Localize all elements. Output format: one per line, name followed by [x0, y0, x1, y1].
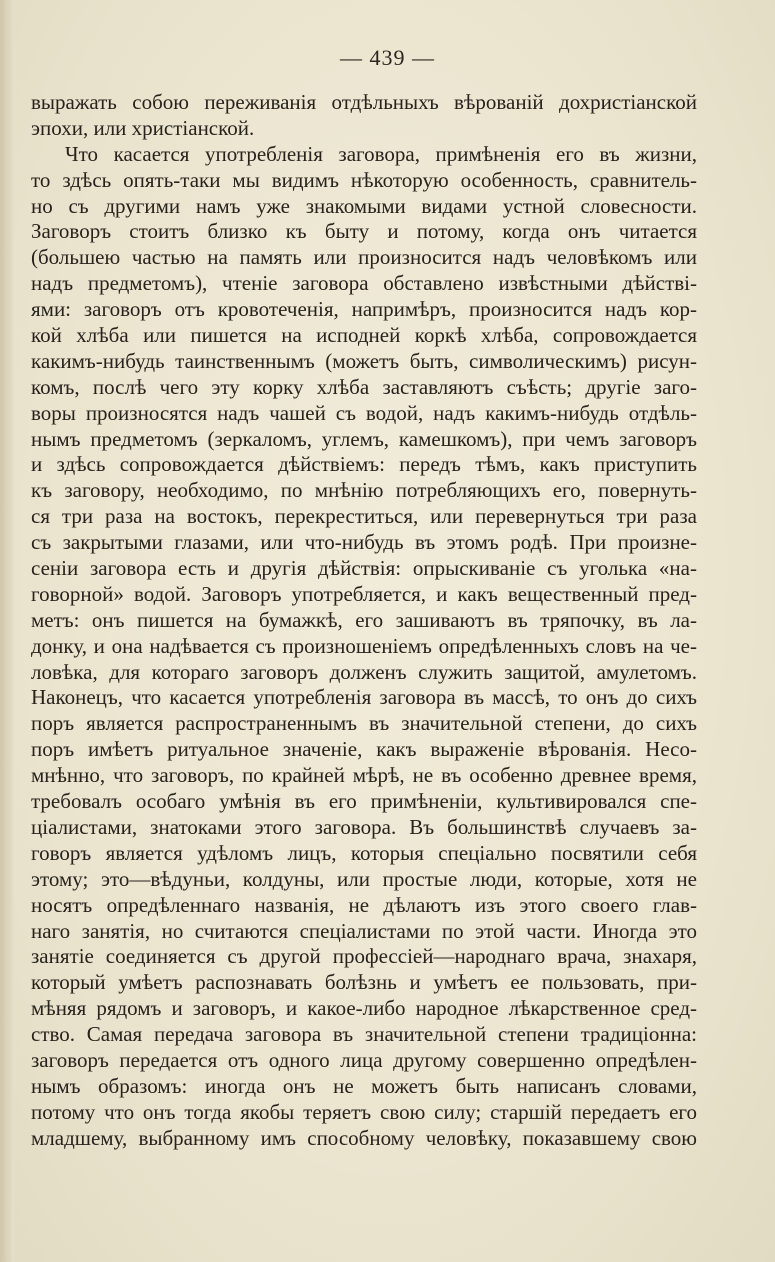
text-line: младшему, выбранному имъ способному человѣку, показавшему свою — [31, 1125, 697, 1150]
page-gutter-shadow — [0, 0, 14, 1262]
text-line: этому; это—вѣдуньи, колдуны, или простые люди, которые, хотя не — [31, 866, 697, 891]
text-line: требовалъ особаго умѣнія въ его примѣненіи, культивировался спе- — [31, 789, 697, 814]
text-line: но съ другими намъ уже знакомыми видами устной словесности. — [31, 193, 697, 218]
text-line: то здѣсь опять-таки мы видимъ нѣкоторую особенность, сравнитель- — [31, 167, 697, 192]
text-line: кой хлѣба или пишется на исподней коркѣ хлѣба, сопровождается — [31, 323, 697, 348]
text-line: Что касается употребленія заговора, примѣненія его въ жизни, — [65, 141, 697, 166]
text-line: ство. Самая передача заговора въ значительной степени традиціонна: — [31, 1022, 697, 1047]
text-line: надъ предметомъ), чтеніе заговора обставлено извѣстными дѣйстві- — [31, 271, 697, 296]
text-line: поръ является распространеннымъ въ значительной степени, до сихъ — [31, 711, 697, 736]
text-line: заговоръ передается отъ одного лица другому совершенно опредѣлен- — [31, 1047, 697, 1072]
text-line: сеніи заговора есть и другія дѣйствія: опрыскиваніе съ уголька «на- — [31, 556, 697, 581]
text-line: ями: заговоръ отъ кровотеченія, напримѣръ, произносится надъ кор- — [31, 297, 697, 322]
page-number: — 439 — — [340, 45, 435, 70]
text-line: метъ: онъ пишется на бумажкѣ, его зашиваютъ въ тряпочку, въ ла- — [31, 607, 697, 632]
text-line: ловѣка, для котораго заговоръ долженъ служить защитой, амулетомъ. — [31, 659, 697, 684]
body-text — [31, 90, 697, 1152]
text-line: и здѣсь сопровождается дѣйствіемъ: передъ тѣмъ, какъ приступить — [31, 452, 697, 477]
text-line: комъ, послѣ чего эту корку хлѣба заставляютъ съѣсть; другіе заго- — [31, 374, 697, 399]
text-line: наго занятія, но считаются спеціалистами по этой части. Иногда это — [31, 918, 697, 943]
text-line: Наконецъ, что касается употребленія заговора въ массѣ, то онъ до сихъ — [31, 685, 697, 710]
text-line: ся три раза на востокъ, перекреститься, или перевернуться три раза — [31, 504, 697, 529]
text-line: (большею частью на память или произносится надъ человѣкомъ или — [31, 245, 697, 270]
text-line: эпохи, или христіанской. — [31, 115, 255, 140]
text-line: потому что онъ тогда якобы теряетъ свою силу; старшій передаетъ его — [31, 1099, 697, 1124]
text-line: къ заговору, необходимо, по мнѣнію потребляющихъ его, повернуть- — [31, 478, 697, 503]
text-line: поръ имѣетъ ритуальное значеніе, какъ выраженіе вѣрованія. Несо- — [31, 737, 697, 762]
text-line: какимъ-нибудь таинственнымъ (можетъ быть, символическимъ) рисун- — [31, 348, 697, 373]
text-line: выражать собою переживанія отдѣльныхъ вѣрованій дохристіанской — [31, 90, 697, 114]
text-line: говорной» водой. Заговоръ употребляется, и какъ вещественный пред- — [31, 581, 697, 606]
text-line: ціалистами, знатоками этого заговора. Въ большинствѣ случаевъ за- — [31, 814, 697, 839]
text-line: мнѣнно, что заговоръ, по крайней мѣрѣ, не въ особенно древнее время, — [31, 763, 697, 788]
text-line: нымъ предметомъ (зеркаломъ, углемъ, камешкомъ), при чемъ заговоръ — [31, 426, 697, 451]
text-line: говоръ является удѣломъ лицъ, которыя спеціально посвятили себя — [31, 840, 697, 865]
text-line: донку, и она надѣвается съ произношеніемъ опредѣленныхъ словъ на че- — [31, 633, 697, 658]
text-line: нымъ образомъ: иногда онъ не можетъ быть написанъ словами, — [31, 1073, 697, 1098]
text-line: который умѣетъ распознавать болѣзнь и умѣетъ ее пользовать, при- — [31, 970, 697, 995]
text-line: занятіе соединяется съ другой профессіей—народнаго врача, знахаря, — [31, 944, 697, 969]
text-line: съ закрытыми глазами, или что-нибудь въ этомъ родѣ. При произне- — [31, 530, 697, 555]
text-line: Заговоръ стоитъ близко къ быту и потому, когда онъ читается — [31, 219, 697, 244]
text-line: носятъ опредѣленнаго названія, не дѣлаютъ изъ этого своего глав- — [31, 892, 697, 917]
text-line: мѣняя рядомъ и заговоръ, и какое-либо народное лѣкарственное сред- — [31, 996, 697, 1021]
text-line: воры произносятся надъ чашей съ водой, надъ какимъ-нибудь отдѣль- — [31, 400, 697, 425]
